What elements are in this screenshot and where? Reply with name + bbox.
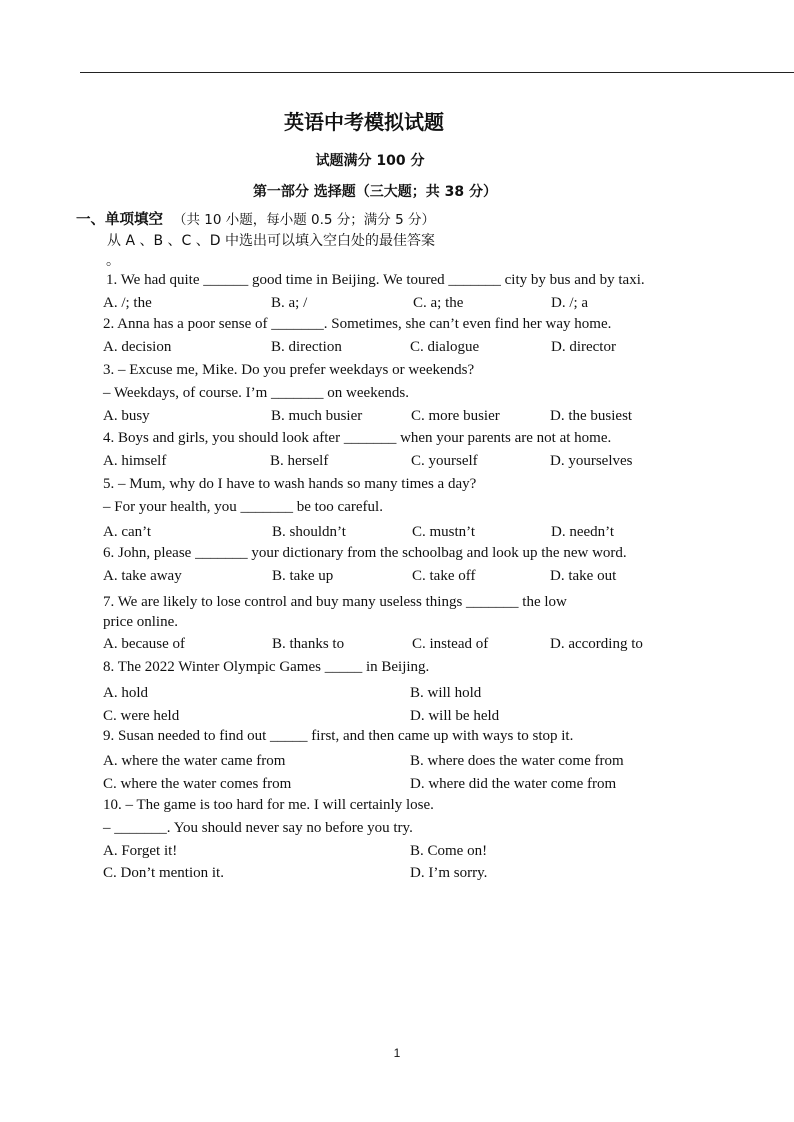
question-3-stem: 3. – Excuse me, Mike. Do you prefer weekdays or weekends? bbox=[103, 362, 475, 378]
full-score: 试题满分 100 分 bbox=[315, 153, 425, 169]
q3-option-b: B. much busier bbox=[271, 408, 363, 424]
question-6-stem: 6. John, please _______ your dictionary from the schoolbag and look up the new word. bbox=[103, 545, 627, 561]
q3-option-c: C. more busier bbox=[411, 408, 500, 424]
q9-option-b: B. where does the water come from bbox=[410, 753, 624, 769]
q1-option-b: B. a; / bbox=[271, 295, 308, 311]
q4-option-c: C. yourself bbox=[411, 453, 478, 469]
q6-option-a: A. take away bbox=[103, 568, 182, 584]
q7-option-b: B. thanks to bbox=[272, 636, 345, 652]
q5-option-c: C. mustn’t bbox=[412, 524, 476, 540]
q5-option-d: D. needn’t bbox=[551, 524, 615, 540]
q3-option-d: D. the busiest bbox=[550, 408, 633, 424]
q8-option-d: D. will be held bbox=[410, 708, 500, 724]
q10-option-c: C. Don’t mention it. bbox=[103, 865, 224, 881]
q2-option-b: B. direction bbox=[271, 339, 342, 355]
q1-option-a: A. /; the bbox=[103, 295, 152, 311]
q10-option-b: B. Come on! bbox=[410, 843, 488, 859]
question-4-stem: 4. Boys and girls, you should look after _______ when your parents are not at home. bbox=[103, 430, 612, 446]
question-5-reply: – For your health, you _______ be too careful. bbox=[103, 499, 383, 515]
section-heading bbox=[76, 208, 435, 229]
q2-option-d: D. director bbox=[551, 339, 616, 355]
q10-option-a: A. Forget it! bbox=[103, 843, 178, 859]
q1-option-c: C. a; the bbox=[413, 295, 464, 311]
q9-option-a: A. where the water came from bbox=[103, 753, 286, 769]
question-1-stem: 1. We had quite ______ good time in Beijing. We toured _______ city by bus and by taxi. bbox=[106, 272, 645, 288]
question-10-reply: – _______. You should never say no before you try. bbox=[103, 820, 413, 836]
section-title: 一、单项填空 bbox=[76, 212, 163, 228]
q9-option-d: D. where did the water come from bbox=[410, 776, 617, 792]
question-10-stem: 10. – The game is too hard for me. I will certainly lose. bbox=[103, 797, 434, 813]
q5-option-a: A. can’t bbox=[103, 524, 152, 540]
page-title: 英语中考模拟试题 bbox=[284, 110, 444, 134]
section-note: （共 10 小题，每小题 0.5 分；满分 5 分） bbox=[173, 212, 435, 228]
question-9-stem: 9. Susan needed to find out _____ first, and then came up with ways to stop it. bbox=[103, 728, 574, 744]
q7-option-a: A. because of bbox=[103, 636, 186, 652]
question-5-stem: 5. – Mum, why do I have to wash hands so many times a day? bbox=[103, 476, 477, 492]
q2-option-c: C. dialogue bbox=[410, 339, 480, 355]
q10-option-d: D. I’m sorry. bbox=[410, 865, 488, 881]
page-number: 1 bbox=[393, 1046, 401, 1060]
q7-option-d: D. according to bbox=[550, 636, 643, 652]
header-rule bbox=[80, 72, 794, 73]
question-2-stem: 2. Anna has a poor sense of _______. Sometimes, she can’t even find her way home. bbox=[103, 316, 612, 332]
q8-option-c: C. were held bbox=[103, 708, 180, 724]
q2-option-a: A. decision bbox=[103, 339, 172, 355]
instruction-tail: 。 bbox=[106, 253, 120, 269]
part-heading: 第一部分 选择题（三大题；共 38 分） bbox=[252, 184, 498, 200]
q3-option-a: A. busy bbox=[103, 408, 150, 424]
q6-option-c: C. take off bbox=[412, 568, 476, 584]
q4-option-a: A. himself bbox=[103, 453, 167, 469]
question-7-stem-cont: price online. bbox=[103, 614, 178, 630]
question-8-stem: 8. The 2022 Winter Olympic Games _____ in Beijing. bbox=[103, 659, 430, 675]
q8-option-a: A. hold bbox=[103, 685, 148, 701]
q1-option-d: D. /; a bbox=[551, 295, 589, 311]
question-3-reply: – Weekdays, of course. I’m _______ on weekends. bbox=[103, 385, 409, 401]
q8-option-b: B. will hold bbox=[410, 685, 482, 701]
q5-option-b: B. shouldn’t bbox=[272, 524, 346, 540]
q7-option-c: C. instead of bbox=[412, 636, 489, 652]
question-7-stem: 7. We are likely to lose control and buy many useless things _______ the low bbox=[103, 594, 567, 610]
q6-option-d: D. take out bbox=[550, 568, 617, 584]
q4-option-b: B. herself bbox=[270, 453, 329, 469]
q9-option-c: C. where the water comes from bbox=[103, 776, 292, 792]
instruction: 从 A 、B 、C 、D 中选出可以填入空白处的最佳答案 bbox=[107, 233, 435, 249]
q4-option-d: D. yourselves bbox=[550, 453, 633, 469]
q6-option-b: B. take up bbox=[272, 568, 334, 584]
